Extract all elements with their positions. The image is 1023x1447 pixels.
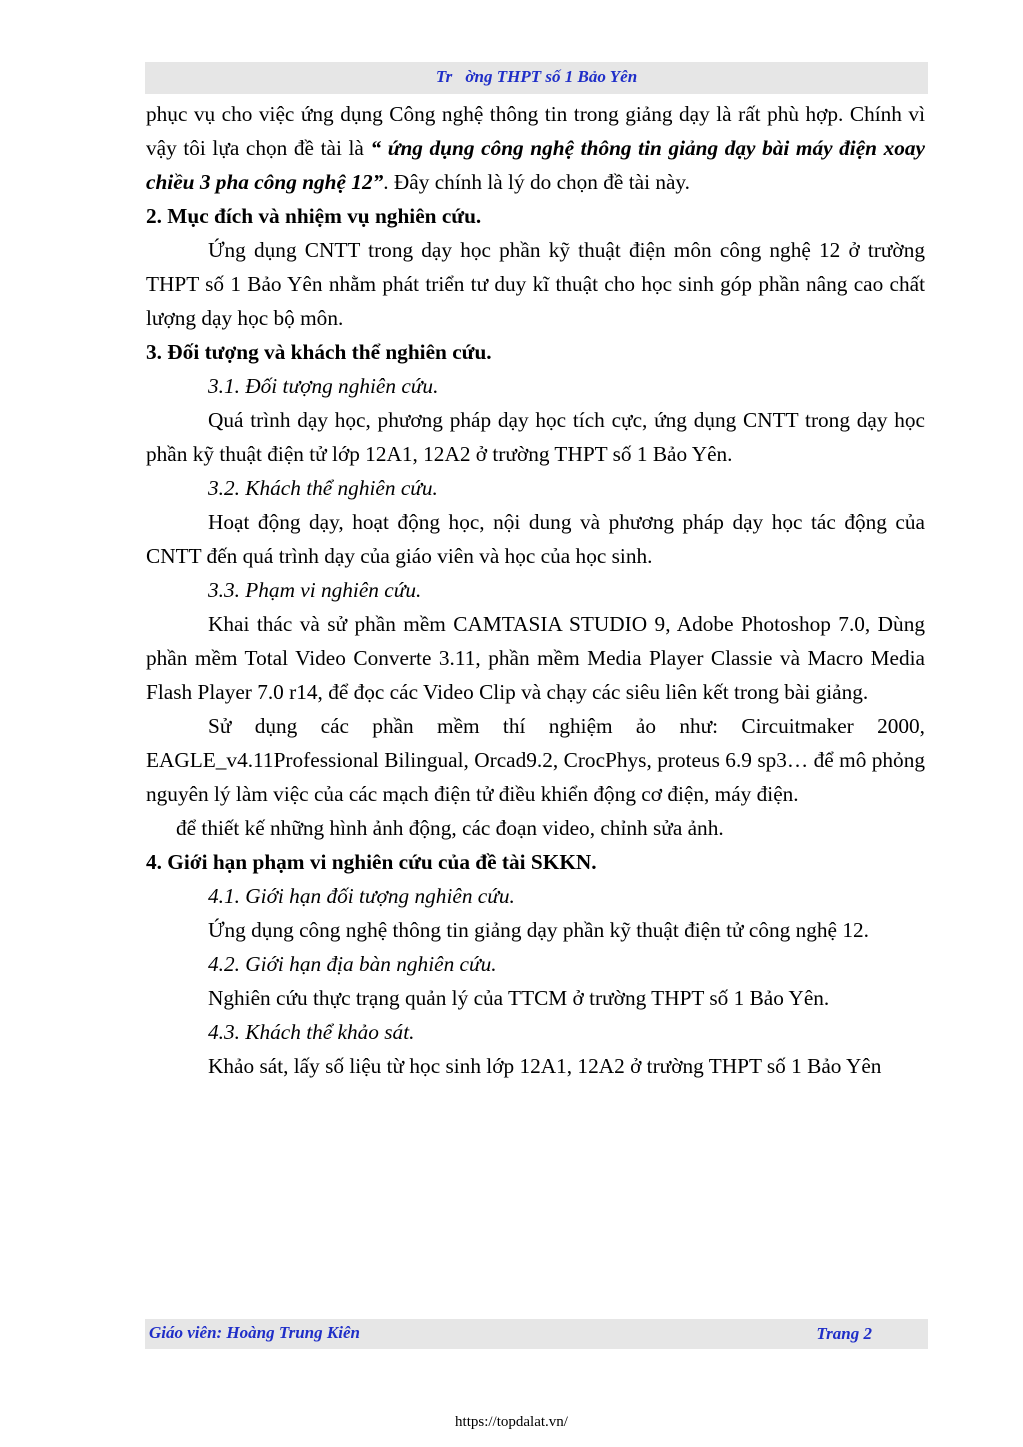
subsection-heading-3-1: 3.1. Đối tượng nghiên cứu. (208, 374, 439, 398)
footer-page-number: Trang 2 (816, 1324, 872, 1343)
paragraph-4-1: Ứng dụng công nghệ thông tin giảng dạy phần kỹ thuật điện tử công nghệ 12. (208, 918, 869, 942)
paragraph-4-2: Nghiên cứu thực trạng quản lý của TTCM ở trường THPT số 1 Bảo Yên. (208, 986, 830, 1010)
paragraph-3-3-simulation: Sử dụng các phần mềm thí nghiệm ảo như: Circuitmaker 2000, EAGLE_v4.11Professional Bilingual, Orcad9.2, CrocPhys, proteus 6.9 sp3… để mô phỏng nguyên lý làm việc của các mạch điện tử điều khiển động cơ điện, máy điện. (146, 714, 925, 806)
subsection-heading-4-2: 4.2. Giới hạn địa bàn nghiên cứu. (208, 952, 497, 976)
paragraph-3-3-design: để thiết kế những hình ảnh động, các đoạn video, chỉnh sửa ảnh. (176, 816, 724, 840)
paragraph-purpose: Ứng dụng CNTT trong dạy học phần kỹ thuật điện môn công nghệ 12 ở trường THPT số 1 Bảo Yên nhằm phát triển tư duy kĩ thuật cho học sinh góp phần nâng cao chất lượng dạy học bộ môn. (146, 238, 925, 330)
topic-title: “ ứng dụng công nghệ thông tin giảng dạy bài máy điện xoay chiều 3 pha công nghệ 12” (146, 136, 925, 194)
paragraph-4-3: Khảo sát, lấy số liệu từ học sinh lớp 12A1, 12A2 ở trường THPT số 1 Bảo Yên (208, 1054, 882, 1078)
document-body (146, 97, 925, 1083)
source-url[interactable]: https://topdalat.vn/ (455, 1414, 568, 1430)
section-heading-3: 3. Đối tượng và khách thể nghiên cứu. (146, 340, 492, 364)
section-heading-4: 4. Giới hạn phạm vi nghiên cứu của đề tài SKKN. (146, 850, 597, 874)
footer-teacher: Giáo viên: Hoàng Trung Kiên (149, 1323, 360, 1342)
header-title: Tr ờng THPT số 1 Bảo Yên (435, 67, 638, 86)
subsection-heading-4-1: 4.1. Giới hạn đối tượng nghiên cứu. (208, 884, 515, 908)
page-header (145, 62, 928, 94)
rationale-text: phục vụ cho việc ứng dụng Công nghệ thông tin trong giảng dạy là rất phù hợp. Chính vì vậy tôi lựa chọn đề tài là (146, 102, 925, 160)
subsection-heading-4-3: 4.3. Khách thể khảo sát. (208, 1020, 415, 1044)
paragraph-3-3-software: Khai thác và sử phần mềm CAMTASIA STUDIO 9, Adobe Photoshop 7.0, Dùng phần mềm Total Video Converte 3.11, phần mềm Media Player Classie và Macro Media Flash Player 7.0 r14, để đọc các Video Clip và chạy các siêu liên kết trong bài giảng. (146, 612, 925, 704)
section-heading-2: 2. Mục đích và nhiệm vụ nghiên cứu. (146, 204, 482, 228)
subsection-heading-3-3: 3.3. Phạm vi nghiên cứu. (208, 578, 422, 602)
subsection-heading-3-2: 3.2. Khách thể nghiên cứu. (208, 476, 438, 500)
paragraph-3-1: Quá trình dạy học, phương pháp dạy học tích cực, ứng dụng CNTT trong dạy học phần kỹ thuật điện tử lớp 12A1, 12A2 ở trường THPT số 1 Bảo Yên. (146, 408, 925, 466)
paragraph-rationale (146, 97, 925, 199)
page-footer (145, 1319, 928, 1349)
rationale-end: . Đây chính là lý do chọn đề tài này. (383, 170, 691, 194)
paragraph-3-2: Hoạt động dạy, hoạt động học, nội dung và phương pháp dạy học tác động của CNTT đến quá trình dạy của giáo viên và học của học sinh. (146, 510, 925, 568)
